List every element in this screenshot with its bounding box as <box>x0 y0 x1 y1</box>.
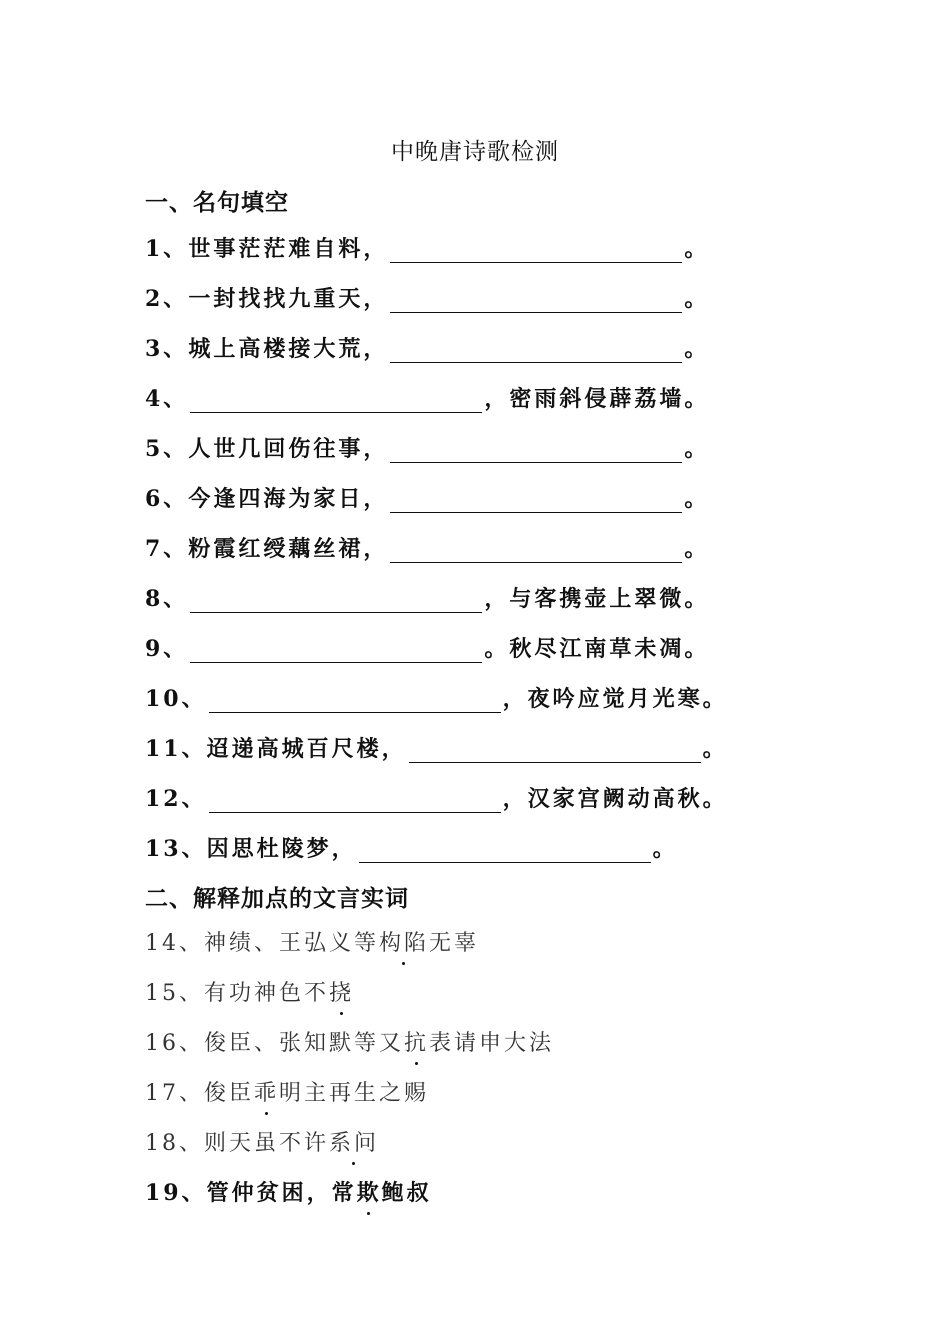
fill-blank-item <box>145 329 709 363</box>
item-text-before: 粉霞红绶藕丝裙， <box>188 536 389 562</box>
item-number: 19、 <box>145 1180 207 1206</box>
item-text-after: 。 <box>702 736 728 762</box>
explain-item <box>145 1123 379 1157</box>
item-number: 16、 <box>145 1031 204 1056</box>
fill-blank-item <box>145 279 709 313</box>
item-text-before: 迢递高城百尺楼， <box>206 736 407 762</box>
dotted-word: 构陷 <box>379 926 429 957</box>
answer-blank[interactable] <box>359 836 651 863</box>
answer-blank[interactable] <box>190 636 482 663</box>
answer-blank[interactable] <box>390 486 682 513</box>
item-text: 俊臣 <box>204 1081 255 1106</box>
dotted-word: 乖 <box>254 1076 279 1107</box>
fill-blank-item <box>145 729 728 763</box>
item-text-before: 城上高楼接大荒， <box>188 336 389 362</box>
item-number: 14、 <box>145 931 204 956</box>
item-text-after: 。 <box>684 536 710 562</box>
fill-blank-item <box>145 429 709 463</box>
explain-item <box>145 923 479 957</box>
item-text-after: 。 <box>684 336 710 362</box>
answer-blank[interactable] <box>390 436 682 463</box>
item-text-after: ，夜吟应觉月光寒。 <box>502 686 728 712</box>
fill-blank-item <box>145 529 709 563</box>
item-text: 表请申大法 <box>429 1031 555 1056</box>
fill-blank-item <box>145 229 709 263</box>
section-heading-explain-words: 二、解释加点的文言实词 <box>145 886 409 912</box>
page-title: 中晚唐诗歌检测 <box>391 139 559 165</box>
item-text-after: 。 <box>652 836 678 862</box>
item-text: 管仲贫困，常 <box>206 1180 357 1206</box>
item-number: 13、 <box>145 836 207 862</box>
item-number: 8、 <box>145 586 189 612</box>
item-text-before: 今逢四海为家日， <box>188 486 389 512</box>
explain-item <box>145 1173 432 1207</box>
item-number: 2、 <box>145 286 189 312</box>
dotted-word: 系问 <box>329 1126 379 1157</box>
item-text-before: 世事茫茫难自料， <box>188 236 389 262</box>
answer-blank[interactable] <box>190 386 482 413</box>
fill-blank-item <box>145 629 709 663</box>
item-text: 明主再生之赐 <box>279 1081 430 1106</box>
dotted-word: 挠 <box>329 976 354 1007</box>
item-text-after: ，汉家宫阙动高秋。 <box>502 786 728 812</box>
item-text-after: ，密雨斜侵薜荔墙。 <box>484 386 710 412</box>
item-text: 有功神色不 <box>204 981 330 1006</box>
answer-blank[interactable] <box>190 586 482 613</box>
item-number: 4、 <box>145 386 189 412</box>
explain-item <box>145 1023 554 1057</box>
item-text-after: 。 <box>684 436 710 462</box>
item-text-before: 一封找找九重天， <box>188 286 389 312</box>
explain-item <box>145 1073 429 1107</box>
item-number: 17、 <box>145 1081 204 1106</box>
answer-blank[interactable] <box>390 286 682 313</box>
item-text: 俊臣、张知默等又 <box>204 1031 405 1056</box>
answer-blank[interactable] <box>390 536 682 563</box>
item-text-after: 。秋尽江南草未凋。 <box>484 636 710 662</box>
item-text-before: 因思杜陵梦， <box>206 836 357 862</box>
answer-blank[interactable] <box>390 336 682 363</box>
item-number: 15、 <box>145 981 204 1006</box>
item-number: 1、 <box>145 236 189 262</box>
item-number: 7、 <box>145 536 189 562</box>
fill-blank-item <box>145 379 709 413</box>
item-text: 则天虽不许 <box>204 1131 330 1156</box>
dotted-word: 抗 <box>404 1026 429 1057</box>
item-text: 鲍叔 <box>381 1180 432 1206</box>
item-text-after: 。 <box>684 486 710 512</box>
fill-blank-item <box>145 479 709 513</box>
fill-blank-item <box>145 779 728 813</box>
item-text: 神绩、王弘义等 <box>204 931 380 956</box>
item-text-after: 。 <box>684 236 710 262</box>
item-number: 12、 <box>145 786 207 812</box>
item-number: 18、 <box>145 1131 204 1156</box>
answer-blank[interactable] <box>209 686 501 713</box>
item-number: 5、 <box>145 436 189 462</box>
answer-blank[interactable] <box>209 786 501 813</box>
explain-item <box>145 973 354 1007</box>
dotted-word: 欺 <box>357 1176 382 1207</box>
fill-blank-item <box>145 579 709 613</box>
item-text: 无辜 <box>429 931 480 956</box>
answer-blank[interactable] <box>409 736 701 763</box>
item-text-after: ，与客携壶上翠微。 <box>484 586 710 612</box>
item-text-after: 。 <box>684 286 710 312</box>
section-heading-fill-blank: 一、名句填空 <box>145 190 289 216</box>
item-number: 11、 <box>145 736 207 762</box>
fill-blank-item <box>145 679 728 713</box>
item-number: 9、 <box>145 636 189 662</box>
item-number: 3、 <box>145 336 189 362</box>
item-number: 10、 <box>145 686 207 712</box>
fill-blank-item <box>145 829 678 863</box>
item-text-before: 人世几回伤往事， <box>188 436 389 462</box>
answer-blank[interactable] <box>390 236 682 263</box>
item-number: 6、 <box>145 486 189 512</box>
